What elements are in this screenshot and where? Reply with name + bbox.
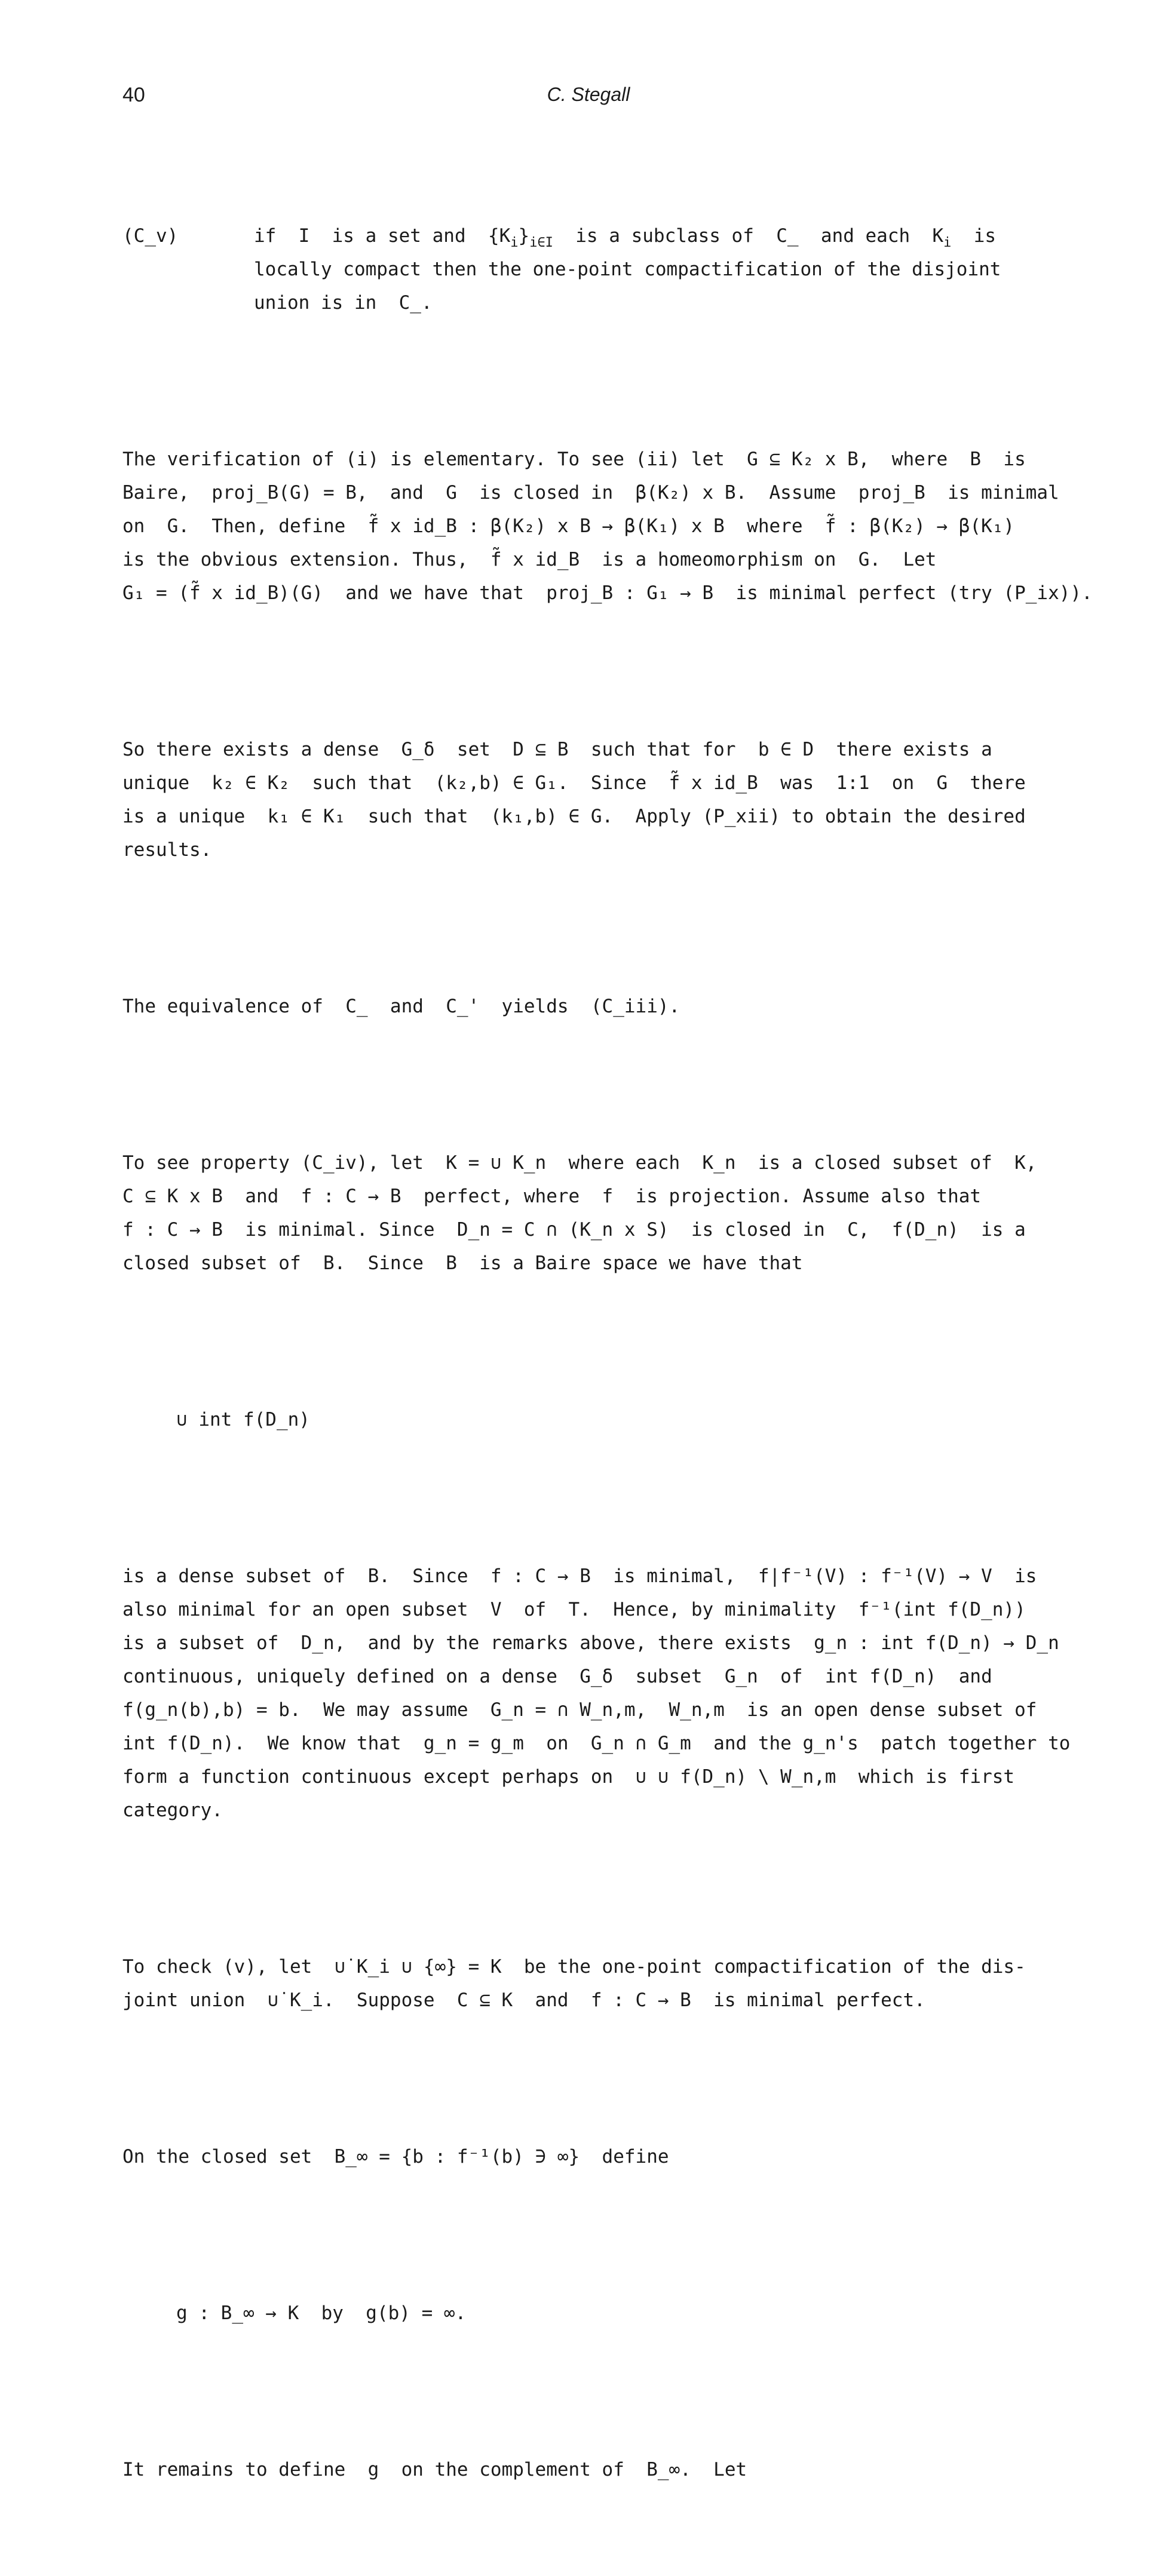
text-line: On the closed set B_∞ = {b : f⁻¹(b) ∋ ∞} define — [122, 2146, 669, 2167]
display-formula: ∪ int f(D_n) — [176, 1409, 310, 1430]
text-line: f : C → B is minimal. Since D_n = C ∩ (K_n x S) is closed in C, f(D_n) is a — [122, 1219, 1026, 1241]
paragraph-minimality — [122, 1559, 1071, 1827]
property-cv: (C̲v) if I is a set and $\{K_i\}_{i\in I}$ is a subclass of C̲ and each $K_i$ is locally compact then the one-point compactification of the disjoint union is in C̲. — [122, 219, 1054, 320]
main-text — [122, 152, 1093, 2576]
text-line: G₁ = (f̃ x id_B)(G) and we have that proj_B : G₁ → B is minimal perfect (try (P̲ix)). — [122, 582, 1093, 604]
running-author: C. Stegall — [547, 84, 630, 105]
text-line: continuous, uniquely defined on a dense G_δ subset G_n of int f(D_n) and — [122, 1666, 992, 1687]
display-union — [122, 1403, 1054, 1436]
property-line-1b: } — [518, 225, 530, 247]
paragraph-check-v — [122, 1950, 1054, 2017]
text-line: It remains to define g on the complement of B_∞. Let — [122, 2459, 747, 2480]
text-line: unique k₂ ∈ K₂ such that (k₂,b) ∈ G₁. Since f̃ x id_B was 1:1 on G there — [122, 772, 1026, 794]
paragraph-remains — [122, 2453, 1054, 2486]
text-line: Baire, proj_B(G) = B, and G is closed in β(K₂) x B. Assume proj_B is minimal — [122, 482, 1059, 503]
text-line: int f(D_n). We know that g_n = g_m on G_n ∩ G_m and the g_n's patch together to — [122, 1733, 1071, 1754]
property-line-1c: is a subclass of C̲ and each K — [553, 225, 944, 247]
running-header — [122, 84, 1054, 119]
property-line-2: locally compact then the one-point compactification of the disjoint — [254, 259, 1001, 280]
text-line: is a dense subset of B. Since f : C → B is minimal, f|f⁻¹(V) : f⁻¹(V) → V is — [122, 1565, 1037, 1587]
text-line: closed subset of B. Since B is a Baire space we have that — [122, 1252, 803, 1274]
display-definition — [122, 2296, 1054, 2330]
text-line: is a unique k₁ ∈ K₁ such that (k₁,b) ∈ G. Apply (P̲xii) to obtain the desired — [122, 806, 1026, 827]
paragraph-dense-set — [122, 733, 1054, 867]
property-line-1d: is — [951, 225, 997, 247]
text-line: on G. Then, define f̃ x id_B : β(K₂) x B → β(K₁) x B where f̃ : β(K₂) → β(K₁) — [122, 515, 1015, 537]
text-line: f(g_n(b),b) = b. We may assume G_n = ∩ W_n,m, W_n,m is an open dense subset of — [122, 1699, 1037, 1721]
text-line: The equivalence of C̲ and C̲' yields (C̲iii). — [122, 996, 680, 1017]
text-line: So there exists a dense G_δ set D ⊆ B such that for b ∈ D there exists a — [122, 739, 992, 760]
paragraph-closed-set — [122, 2140, 1054, 2173]
paragraph-equivalence — [122, 990, 1054, 1023]
property-label: (C̲v) — [122, 225, 179, 247]
text-line: also minimal for an open subset V of T. Hence, by minimality f⁻¹(int f(D_n)) — [122, 1599, 1026, 1620]
text-line: To check (v), let ∪̇ K_i ∪ {∞} = K be the one-point compactification of the dis- — [122, 1956, 1026, 1978]
text-line: To see property (C̲iv), let K = ∪ K_n where each K_n is a closed subset of K, — [122, 1152, 1037, 1174]
display-formula: g : B_∞ → K by g(b) = ∞. — [176, 2302, 467, 2324]
property-line-1a: if I is a set and {K — [254, 225, 511, 247]
text-line: is the obvious extension. Thus, f̃ x id_B is a homeomorphism on G. Let — [122, 549, 937, 570]
property-line-3: union is in C̲. — [254, 292, 433, 314]
text-line: category. — [122, 1800, 223, 1821]
text-line: C ⊆ K x B and f : C → B perfect, where f is projection. Assume also that — [122, 1186, 982, 1207]
text-line: The verification of (i) is elementary. To see (ii) let G ⊆ K₂ x B, where B is — [122, 449, 1026, 470]
text-line: results. — [122, 839, 212, 861]
paragraph-verification — [122, 443, 1093, 610]
text-line: form a function continuous except perhaps on ∪ ∪ f(D_n) \ W_n,m which is first — [122, 1766, 1015, 1788]
text-line: joint union ∪̇ K_i. Suppose C ⊆ K and f : C → B is minimal perfect. — [122, 1989, 925, 2011]
paragraph-property-civ — [122, 1146, 1054, 1280]
page-number: 40 — [122, 84, 145, 106]
text-line: is a subset of D_n, and by the remarks above, there exists g_n : int f(D_n) → D_n — [122, 1632, 1059, 1654]
